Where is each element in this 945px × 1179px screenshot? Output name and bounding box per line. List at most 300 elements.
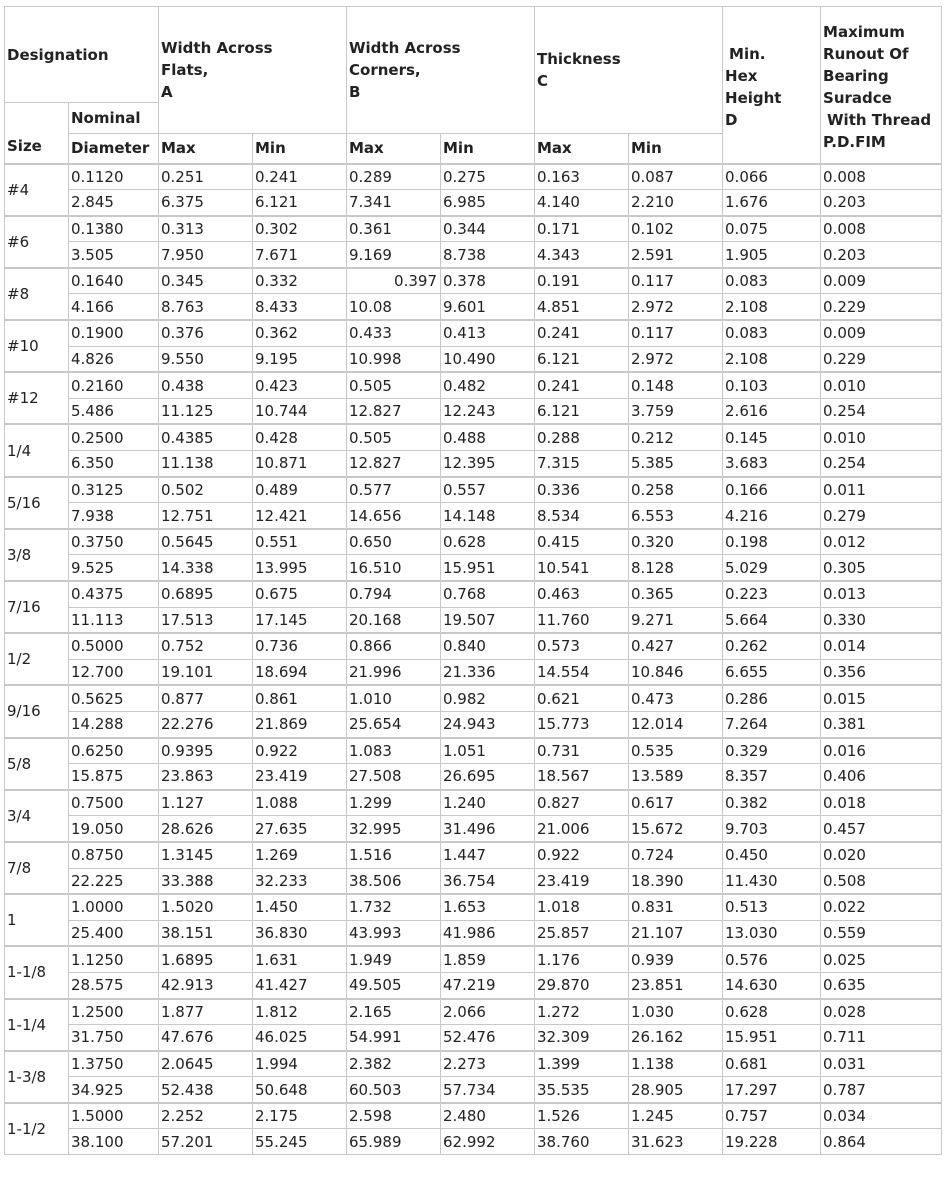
table-cell: 10.871: [253, 451, 347, 477]
table-cell: 0.757: [723, 1103, 821, 1129]
header-corners-min: Min: [441, 134, 535, 164]
table-cell: 0.241: [253, 164, 347, 190]
table-cell: 0.724: [629, 842, 723, 868]
table-cell: 0.010: [821, 372, 942, 398]
table-cell: 0.008: [821, 164, 942, 190]
header-max-runout: Maximum Runout Of Bearing Suradce With Thread P.D.FIM: [821, 7, 942, 164]
header-flats-min: Min: [253, 134, 347, 164]
table-cell: 21.996: [347, 659, 441, 685]
table-row-metric: [5, 764, 942, 790]
table-cell: 1.245: [629, 1103, 723, 1129]
table-cell: 0.279: [821, 503, 942, 529]
table-cell: 0.675: [253, 581, 347, 607]
table-cell: 12.421: [253, 503, 347, 529]
table-cell: 0.463: [535, 581, 629, 607]
table-row-metric: [5, 451, 942, 477]
table-cell: 0.939: [629, 946, 723, 972]
table-cell: 8.128: [629, 555, 723, 581]
table-cell: 50.648: [253, 1077, 347, 1103]
header-thickness: Thickness C: [535, 7, 723, 134]
table-cell: 0.577: [347, 477, 441, 503]
table-cell: 1.5000: [69, 1103, 159, 1129]
table-cell: 28.905: [629, 1077, 723, 1103]
table-row-inch: [5, 999, 942, 1025]
table-cell: 3.683: [723, 451, 821, 477]
table-cell: 15.773: [535, 711, 629, 737]
table-cell: 6.655: [723, 659, 821, 685]
table-cell: 0.7500: [69, 790, 159, 816]
table-row-metric: [5, 1077, 942, 1103]
table-cell: 0.022: [821, 894, 942, 920]
header-thickness-max: Max: [535, 134, 629, 164]
table-cell: 9.169: [347, 242, 441, 268]
table-cell: 11.125: [159, 398, 253, 424]
size-cell: #4: [5, 164, 69, 216]
table-cell: 0.1900: [69, 320, 159, 346]
table-row-metric: [5, 659, 942, 685]
table-row-metric: [5, 607, 942, 633]
table-cell: 38.760: [535, 1129, 629, 1155]
table-cell: 12.827: [347, 398, 441, 424]
table-cell: 13.030: [723, 920, 821, 946]
hex-nut-dimensions-table: [4, 6, 942, 1155]
table-cell: 10.08: [347, 294, 441, 320]
table-cell: 0.489: [253, 477, 347, 503]
table-cell: 0.241: [535, 320, 629, 346]
table-cell: 6.985: [441, 190, 535, 216]
table-cell: 20.168: [347, 607, 441, 633]
table-cell: 38.506: [347, 868, 441, 894]
size-cell: 5/16: [5, 477, 69, 529]
table-cell: 10.744: [253, 398, 347, 424]
table-cell: 1.176: [535, 946, 629, 972]
table-row-metric: [5, 503, 942, 529]
table-row-metric: [5, 1025, 942, 1051]
table-row-inch: [5, 685, 942, 711]
table-cell: 31.623: [629, 1129, 723, 1155]
table-cell: 43.993: [347, 920, 441, 946]
table-cell: 0.877: [159, 685, 253, 711]
table-cell: 0.066: [723, 164, 821, 190]
table-cell: 0.6895: [159, 581, 253, 607]
table-cell: 0.016: [821, 738, 942, 764]
table-cell: 2.480: [441, 1103, 535, 1129]
size-cell: #10: [5, 320, 69, 372]
table-cell: 0.731: [535, 738, 629, 764]
header-width-across-corners: Width Across Corners, B: [347, 7, 535, 134]
header-size: Size: [5, 103, 69, 164]
table-cell: 18.390: [629, 868, 723, 894]
size-cell: 1: [5, 894, 69, 946]
table-cell: 1.010: [347, 685, 441, 711]
table-cell: 0.535: [629, 738, 723, 764]
table-cell: 2.591: [629, 242, 723, 268]
table-cell: 10.490: [441, 346, 535, 372]
table-cell: 2.066: [441, 999, 535, 1025]
table-cell: 2.382: [347, 1051, 441, 1077]
table-cell: 8.763: [159, 294, 253, 320]
table-cell: 28.575: [69, 972, 159, 998]
table-cell: 1.3750: [69, 1051, 159, 1077]
table-cell: 0.4385: [159, 424, 253, 450]
table-cell: 5.486: [69, 398, 159, 424]
spec-table-container: [4, 6, 942, 1155]
table-cell: 0.505: [347, 372, 441, 398]
table-cell: 0.212: [629, 424, 723, 450]
table-cell: 0.1640: [69, 268, 159, 294]
table-cell: 0.330: [821, 607, 942, 633]
table-cell: 7.315: [535, 451, 629, 477]
table-cell: 1.269: [253, 842, 347, 868]
table-row-inch: [5, 738, 942, 764]
table-cell: 1.030: [629, 999, 723, 1025]
header-corners-max: Max: [347, 134, 441, 164]
table-cell: 0.473: [629, 685, 723, 711]
table-cell: 0.573: [535, 633, 629, 659]
table-cell: 12.827: [347, 451, 441, 477]
size-cell: 3/4: [5, 790, 69, 842]
table-cell: 1.0000: [69, 894, 159, 920]
table-cell: 0.011: [821, 477, 942, 503]
table-cell: 1.732: [347, 894, 441, 920]
table-cell: 23.419: [253, 764, 347, 790]
table-cell: 0.031: [821, 1051, 942, 1077]
table-cell: 2.0645: [159, 1051, 253, 1077]
table-cell: 7.264: [723, 711, 821, 737]
table-cell: 36.754: [441, 868, 535, 894]
table-cell: 14.148: [441, 503, 535, 529]
table-cell: 42.913: [159, 972, 253, 998]
table-cell: 0.831: [629, 894, 723, 920]
table-cell: 3.759: [629, 398, 723, 424]
table-cell: 52.476: [441, 1025, 535, 1051]
table-cell: 0.009: [821, 268, 942, 294]
table-cell: 0.010: [821, 424, 942, 450]
table-row-metric: [5, 868, 942, 894]
table-row-inch: [5, 320, 942, 346]
table-cell: 7.950: [159, 242, 253, 268]
table-cell: 0.628: [441, 529, 535, 555]
table-cell: 12.395: [441, 451, 535, 477]
table-cell: 32.995: [347, 816, 441, 842]
table-cell: 17.513: [159, 607, 253, 633]
table-cell: 21.107: [629, 920, 723, 946]
table-cell: 8.738: [441, 242, 535, 268]
size-cell: 9/16: [5, 685, 69, 737]
table-cell: 0.5000: [69, 633, 159, 659]
table-cell: 0.433: [347, 320, 441, 346]
table-cell: 0.621: [535, 685, 629, 711]
table-cell: 0.982: [441, 685, 535, 711]
table-row-inch: [5, 268, 942, 294]
table-cell: 0.413: [441, 320, 535, 346]
table-cell: 0.488: [441, 424, 535, 450]
table-cell: 0.083: [723, 320, 821, 346]
table-row-inch: [5, 477, 942, 503]
table-cell: 1.5020: [159, 894, 253, 920]
table-cell: 0.457: [821, 816, 942, 842]
table-cell: 1.1250: [69, 946, 159, 972]
table-cell: 0.505: [347, 424, 441, 450]
table-cell: 49.505: [347, 972, 441, 998]
table-cell: 0.289: [347, 164, 441, 190]
table-cell: 38.151: [159, 920, 253, 946]
table-cell: 2.616: [723, 398, 821, 424]
table-cell: 1.018: [535, 894, 629, 920]
table-cell: 0.336: [535, 477, 629, 503]
table-row-metric: [5, 816, 942, 842]
table-cell: 2.252: [159, 1103, 253, 1129]
table-cell: 17.297: [723, 1077, 821, 1103]
table-cell: 11.113: [69, 607, 159, 633]
table-cell: 0.427: [629, 633, 723, 659]
table-cell: 2.210: [629, 190, 723, 216]
table-cell: 0.009: [821, 320, 942, 346]
table-cell: 0.251: [159, 164, 253, 190]
table-cell: 52.438: [159, 1077, 253, 1103]
table-cell: 13.589: [629, 764, 723, 790]
table-cell: 0.365: [629, 581, 723, 607]
table-cell: 25.857: [535, 920, 629, 946]
table-cell: 0.302: [253, 216, 347, 242]
table-cell: 0.438: [159, 372, 253, 398]
table-row-inch: [5, 216, 942, 242]
table-cell: 0.423: [253, 372, 347, 398]
table-cell: 0.381: [821, 711, 942, 737]
table-cell: 0.557: [441, 477, 535, 503]
table-cell: 0.635: [821, 972, 942, 998]
table-cell: 6.121: [253, 190, 347, 216]
table-cell: 1.272: [535, 999, 629, 1025]
table-cell: 0.551: [253, 529, 347, 555]
table-cell: 23.863: [159, 764, 253, 790]
table-row-metric: [5, 346, 942, 372]
table-cell: 0.378: [441, 268, 535, 294]
table-cell: 1.138: [629, 1051, 723, 1077]
table-cell: 2.845: [69, 190, 159, 216]
table-cell: 2.598: [347, 1103, 441, 1129]
table-cell: 55.245: [253, 1129, 347, 1155]
size-cell: 1-1/4: [5, 999, 69, 1051]
table-cell: 0.376: [159, 320, 253, 346]
table-cell: 1.447: [441, 842, 535, 868]
table-cell: 0.171: [535, 216, 629, 242]
table-cell: 9.525: [69, 555, 159, 581]
table-cell: 22.276: [159, 711, 253, 737]
table-cell: 5.385: [629, 451, 723, 477]
table-cell: 0.628: [723, 999, 821, 1025]
table-cell: 0.650: [347, 529, 441, 555]
table-cell: 4.140: [535, 190, 629, 216]
table-cell: 6.121: [535, 398, 629, 424]
table-cell: 23.851: [629, 972, 723, 998]
table-cell: 0.020: [821, 842, 942, 868]
table-cell: 1.516: [347, 842, 441, 868]
table-cell: 0.415: [535, 529, 629, 555]
table-cell: 36.830: [253, 920, 347, 946]
table-cell: 27.508: [347, 764, 441, 790]
table-cell: 0.025: [821, 946, 942, 972]
table-cell: 18.694: [253, 659, 347, 685]
table-cell: 0.241: [535, 372, 629, 398]
table-cell: 0.008: [821, 216, 942, 242]
table-cell: 28.626: [159, 816, 253, 842]
table-cell: 0.313: [159, 216, 253, 242]
table-cell: 0.254: [821, 451, 942, 477]
table-cell: 0.087: [629, 164, 723, 190]
table-cell: 0.344: [441, 216, 535, 242]
table-cell: 0.2160: [69, 372, 159, 398]
table-cell: 0.1120: [69, 164, 159, 190]
table-cell: 46.025: [253, 1025, 347, 1051]
table-cell: 0.018: [821, 790, 942, 816]
table-cell: 0.254: [821, 398, 942, 424]
table-cell: 8.433: [253, 294, 347, 320]
table-cell: 0.229: [821, 346, 942, 372]
table-cell: 1.051: [441, 738, 535, 764]
size-cell: 5/8: [5, 738, 69, 790]
table-row-inch: [5, 946, 942, 972]
table-cell: 0.191: [535, 268, 629, 294]
table-cell: 1.3145: [159, 842, 253, 868]
table-cell: 9.703: [723, 816, 821, 842]
table-cell: 1.127: [159, 790, 253, 816]
table-cell: 1.949: [347, 946, 441, 972]
table-cell: 0.013: [821, 581, 942, 607]
table-cell: 41.986: [441, 920, 535, 946]
table-cell: 1.877: [159, 999, 253, 1025]
table-row-metric: [5, 1129, 942, 1155]
table-cell: 0.203: [821, 190, 942, 216]
table-cell: 0.513: [723, 894, 821, 920]
table-row-inch: [5, 894, 942, 920]
size-cell: 7/8: [5, 842, 69, 894]
table-row-metric: [5, 242, 942, 268]
table-cell: 10.846: [629, 659, 723, 685]
table-cell: 0.320: [629, 529, 723, 555]
size-cell: #12: [5, 372, 69, 424]
table-cell: 1.083: [347, 738, 441, 764]
header-designation: Designation: [5, 7, 159, 103]
table-cell: 4.166: [69, 294, 159, 320]
table-row-inch: [5, 633, 942, 659]
table-cell: 2.972: [629, 346, 723, 372]
table-cell: 21.336: [441, 659, 535, 685]
size-cell: #8: [5, 268, 69, 320]
table-cell: 5.664: [723, 607, 821, 633]
table-cell: 0.406: [821, 764, 942, 790]
table-cell: 0.102: [629, 216, 723, 242]
table-cell: 62.992: [441, 1129, 535, 1155]
table-cell: 60.503: [347, 1077, 441, 1103]
size-cell: 1-3/8: [5, 1051, 69, 1103]
table-cell: 0.2500: [69, 424, 159, 450]
table-cell: 10.541: [535, 555, 629, 581]
table-cell: 0.362: [253, 320, 347, 346]
header-width-across-flats: Width Across Flats, A: [159, 7, 347, 134]
table-cell: 9.601: [441, 294, 535, 320]
table-cell: 12.014: [629, 711, 723, 737]
table-cell: 2.165: [347, 999, 441, 1025]
table-cell: 13.995: [253, 555, 347, 581]
size-cell: 7/16: [5, 581, 69, 633]
table-cell: 0.6250: [69, 738, 159, 764]
table-cell: 0.145: [723, 424, 821, 450]
table-cell: 6.350: [69, 451, 159, 477]
table-row-inch: [5, 529, 942, 555]
table-cell: 0.258: [629, 477, 723, 503]
table-row-inch: [5, 1051, 942, 1077]
table-cell: 7.671: [253, 242, 347, 268]
table-cell: 0.5645: [159, 529, 253, 555]
table-cell: 32.309: [535, 1025, 629, 1051]
table-cell: 4.851: [535, 294, 629, 320]
table-cell: 4.826: [69, 346, 159, 372]
table-cell: 0.329: [723, 738, 821, 764]
table-cell: 0.4375: [69, 581, 159, 607]
table-cell: 0.711: [821, 1025, 942, 1051]
table-row-inch: [5, 372, 942, 398]
table-cell: 0.117: [629, 268, 723, 294]
table-cell: 0.840: [441, 633, 535, 659]
table-cell: 0.787: [821, 1077, 942, 1103]
table-row-metric: [5, 920, 942, 946]
table-cell: 26.695: [441, 764, 535, 790]
table-cell: 25.654: [347, 711, 441, 737]
table-cell: 0.014: [821, 633, 942, 659]
table-cell: 9.550: [159, 346, 253, 372]
table-cell: 33.388: [159, 868, 253, 894]
table-cell: 4.343: [535, 242, 629, 268]
table-cell: 0.148: [629, 372, 723, 398]
table-cell: 10.998: [347, 346, 441, 372]
size-cell: 3/8: [5, 529, 69, 581]
table-cell: 4.216: [723, 503, 821, 529]
table-cell: 15.951: [723, 1025, 821, 1051]
header-diameter: Diameter: [69, 134, 159, 164]
table-cell: 14.656: [347, 503, 441, 529]
table-cell: 31.750: [69, 1025, 159, 1051]
table-cell: 0.752: [159, 633, 253, 659]
size-cell: #6: [5, 216, 69, 268]
table-cell: 24.943: [441, 711, 535, 737]
table-cell: 27.635: [253, 816, 347, 842]
table-cell: 0.861: [253, 685, 347, 711]
header-nominal: Nominal: [69, 103, 159, 134]
table-cell: 0.288: [535, 424, 629, 450]
table-cell: 2.972: [629, 294, 723, 320]
table-cell: 0.262: [723, 633, 821, 659]
size-cell: 1-1/8: [5, 946, 69, 998]
table-cell: 9.195: [253, 346, 347, 372]
table-cell: 2.108: [723, 294, 821, 320]
table-cell: 14.338: [159, 555, 253, 581]
table-cell: 25.400: [69, 920, 159, 946]
table-cell: 11.760: [535, 607, 629, 633]
table-cell: 0.617: [629, 790, 723, 816]
size-cell: 1/4: [5, 424, 69, 476]
table-cell: 11.430: [723, 868, 821, 894]
table-cell: 0.198: [723, 529, 821, 555]
table-cell: 0.223: [723, 581, 821, 607]
table-cell: 16.510: [347, 555, 441, 581]
table-cell: 1.240: [441, 790, 535, 816]
table-cell: 19.050: [69, 816, 159, 842]
table-cell: 1.088: [253, 790, 347, 816]
table-cell: 0.012: [821, 529, 942, 555]
table-cell: 19.101: [159, 659, 253, 685]
table-cell: 41.427: [253, 972, 347, 998]
